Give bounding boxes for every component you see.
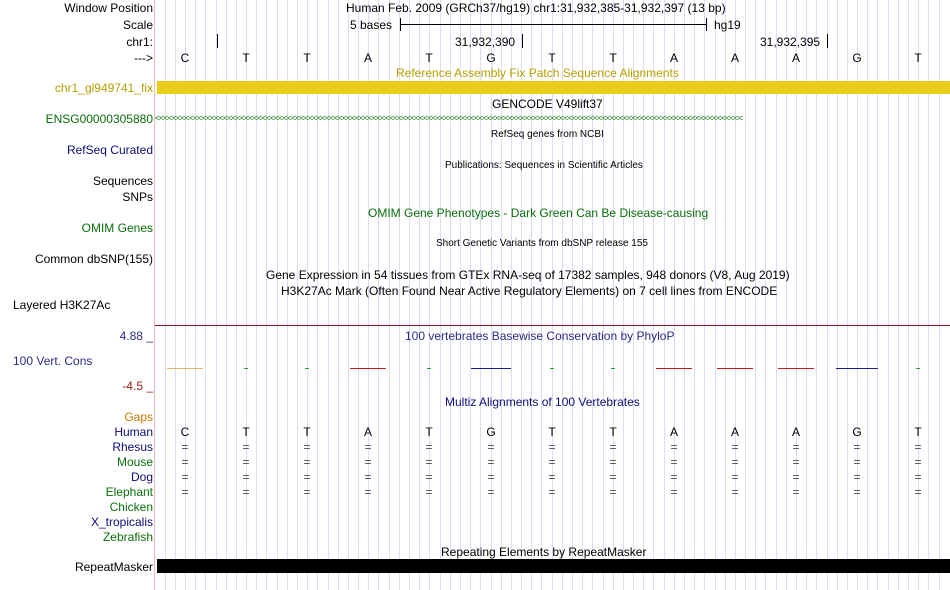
multiz-match-symbol: = bbox=[487, 485, 495, 499]
multiz-match-symbol: = bbox=[303, 485, 311, 499]
ruler-tick-label-2: 31,932,395 bbox=[760, 35, 821, 49]
phylop-score-mark bbox=[550, 368, 554, 369]
multiz-match-symbol: = bbox=[425, 455, 433, 469]
strand-arrow-label: ---> bbox=[134, 51, 153, 65]
multiz-match-symbol: = bbox=[242, 440, 250, 454]
species-label-mouse[interactable]: Mouse bbox=[116, 455, 153, 469]
scale-bar-left-tick bbox=[400, 18, 401, 31]
phylop-track-title: 100 vertebrates Basewise Conservation by PhyloP bbox=[405, 329, 675, 343]
ruler-tick bbox=[827, 34, 828, 48]
ruler-base: T bbox=[303, 51, 311, 65]
multiz-human-base: C bbox=[180, 425, 190, 439]
scale-bar-right-tick bbox=[706, 18, 707, 31]
ruler-base: T bbox=[914, 51, 922, 65]
chrom-label: chr1: bbox=[126, 35, 153, 49]
multiz-match-symbol: = bbox=[364, 455, 372, 469]
scale-assembly: hg19 bbox=[714, 18, 741, 32]
species-label-xtropicalis[interactable]: X_tropicalis bbox=[90, 515, 153, 529]
ruler-tick bbox=[522, 34, 523, 48]
multiz-match-symbol: = bbox=[792, 440, 800, 454]
multiz-match-symbol: = bbox=[853, 470, 861, 484]
dbsnp-track-label[interactable]: Common dbSNP(155) bbox=[34, 252, 153, 266]
multiz-match-symbol: = bbox=[731, 455, 739, 469]
multiz-match-symbol: = bbox=[487, 470, 495, 484]
phylop-score-mark bbox=[244, 368, 248, 369]
phylop-score-mark bbox=[471, 368, 511, 369]
multiz-match-symbol: = bbox=[731, 470, 739, 484]
publications-sequences-label[interactable]: Sequences bbox=[92, 174, 153, 188]
position-text: Human Feb. 2009 (GRCh37/hg19) chr1:31,932,385-31,932,397 (13 bp) bbox=[346, 1, 726, 15]
publications-track-title: Publications: Sequences in Scientific Articles bbox=[445, 160, 643, 171]
multiz-match-symbol: = bbox=[670, 485, 678, 499]
species-label-dog[interactable]: Dog bbox=[130, 470, 153, 484]
scale-bar bbox=[400, 24, 706, 25]
multiz-human-base: G bbox=[486, 425, 496, 439]
multiz-human-base: A bbox=[363, 425, 373, 439]
multiz-match-symbol: = bbox=[303, 470, 311, 484]
multiz-match-symbol: = bbox=[548, 470, 556, 484]
multiz-human-base: T bbox=[548, 425, 556, 439]
multiz-human-base: T bbox=[425, 425, 433, 439]
multiz-human-base: T bbox=[303, 425, 311, 439]
multiz-match-symbol: = bbox=[242, 455, 250, 469]
h3k27ac-track-label[interactable]: Layered H3K27Ac bbox=[13, 298, 111, 312]
multiz-match-symbol: = bbox=[425, 470, 433, 484]
phylop-min-label: -4.5 _ bbox=[122, 379, 153, 393]
multiz-match-symbol: = bbox=[731, 440, 739, 454]
ruler-base: T bbox=[425, 51, 433, 65]
ruler-base: A bbox=[791, 51, 801, 65]
gencode-gene-arrows[interactable]: <<<<<<<<<<<<<<<<<<<<<<<<<<<<<<<<<<<<<<<<<<<<<<<<<<<<<<<<<<<<<<<<<<<<<<<<<<<<<<<<<<<<<<<<<<<<<<<<<<<<<<<<<<<<<<<<<<<<<<<<<<<<<<<<<<<<<<<<<< bbox=[155, 113, 743, 123]
multiz-match-symbol: = bbox=[364, 485, 372, 499]
multiz-human-base: T bbox=[242, 425, 250, 439]
species-label-rhesus[interactable]: Rhesus bbox=[112, 440, 153, 454]
track-data-area[interactable] bbox=[155, 0, 950, 590]
multiz-track-title: Multiz Alignments of 100 Vertebrates bbox=[445, 395, 640, 409]
ruler-tick-label-1: 31,932,390 bbox=[455, 35, 516, 49]
multiz-match-symbol: = bbox=[242, 470, 250, 484]
track-label-column bbox=[0, 0, 153, 590]
multiz-match-symbol: = bbox=[914, 440, 922, 454]
h3k27ac-signal-line[interactable] bbox=[155, 325, 950, 326]
multiz-match-symbol: = bbox=[670, 440, 678, 454]
multiz-human-base: G bbox=[852, 425, 862, 439]
fix-patch-alignment-bar[interactable] bbox=[157, 81, 950, 94]
ruler-base: C bbox=[180, 51, 190, 65]
multiz-match-symbol: = bbox=[792, 455, 800, 469]
multiz-match-symbol: = bbox=[487, 455, 495, 469]
phylop-score-mark bbox=[656, 368, 692, 369]
phylop-score-mark bbox=[916, 368, 920, 369]
phylop-score-mark bbox=[427, 368, 431, 369]
ruler-base: G bbox=[852, 51, 862, 65]
multiz-match-symbol: = bbox=[853, 485, 861, 499]
multiz-match-symbol: = bbox=[425, 485, 433, 499]
ruler-base: T bbox=[548, 51, 556, 65]
multiz-match-symbol: = bbox=[487, 440, 495, 454]
phylop-score-mark bbox=[167, 368, 203, 369]
ruler-tick bbox=[217, 34, 218, 48]
multiz-match-symbol: = bbox=[181, 470, 189, 484]
phylop-max-label: 4.88 _ bbox=[119, 329, 153, 343]
multiz-match-symbol: = bbox=[181, 455, 189, 469]
multiz-match-symbol: = bbox=[303, 455, 311, 469]
ruler-base: G bbox=[486, 51, 496, 65]
multiz-match-symbol: = bbox=[303, 440, 311, 454]
fix-patch-track-title: Reference Assembly Fix Patch Sequence Alignments bbox=[396, 66, 679, 80]
multiz-match-symbol: = bbox=[853, 455, 861, 469]
multiz-match-symbol: = bbox=[731, 485, 739, 499]
multiz-human-base: A bbox=[791, 425, 801, 439]
multiz-match-symbol: = bbox=[364, 440, 372, 454]
multiz-match-symbol: = bbox=[792, 485, 800, 499]
gaps-label[interactable]: Gaps bbox=[124, 410, 153, 424]
h3k27ac-track-title: H3K27Ac Mark (Often Found Near Active Regulatory Elements) on 7 cell lines from ENCODE bbox=[281, 284, 778, 298]
multiz-match-symbol: = bbox=[914, 485, 922, 499]
multiz-match-symbol: = bbox=[853, 440, 861, 454]
gencode-item-label[interactable]: ENSG00000305880 bbox=[45, 112, 153, 126]
species-label-chicken[interactable]: Chicken bbox=[109, 500, 153, 514]
phylop-score-mark bbox=[717, 368, 753, 369]
species-label-elephant[interactable]: Elephant bbox=[105, 485, 153, 499]
multiz-match-symbol: = bbox=[548, 440, 556, 454]
phylop-score-mark bbox=[836, 368, 878, 369]
multiz-match-symbol: = bbox=[914, 455, 922, 469]
multiz-match-symbol: = bbox=[425, 440, 433, 454]
multiz-human-base: A bbox=[669, 425, 679, 439]
ruler-base: A bbox=[669, 51, 679, 65]
multiz-match-symbol: = bbox=[242, 485, 250, 499]
fix-patch-track-label[interactable]: chr1_gl949741_fix bbox=[54, 81, 153, 95]
ruler-base: A bbox=[363, 51, 373, 65]
scale-label: Scale bbox=[122, 18, 153, 32]
multiz-match-symbol: = bbox=[792, 470, 800, 484]
omim-track-label[interactable]: OMIM Genes bbox=[81, 221, 153, 235]
multiz-match-symbol: = bbox=[670, 470, 678, 484]
multiz-match-symbol: = bbox=[548, 455, 556, 469]
dbsnp-track-title: Short Genetic Variants from dbSNP release 155 bbox=[436, 238, 648, 249]
multiz-match-symbol: = bbox=[181, 485, 189, 499]
window-position-label: Window Position bbox=[64, 1, 153, 15]
species-label-human[interactable]: Human bbox=[114, 425, 153, 439]
multiz-match-symbol: = bbox=[181, 440, 189, 454]
publications-snps-label[interactable]: SNPs bbox=[122, 190, 153, 204]
multiz-match-symbol: = bbox=[670, 455, 678, 469]
phylop-track-label[interactable]: 100 Vert. Cons bbox=[13, 354, 93, 368]
phylop-score-mark bbox=[611, 368, 615, 369]
multiz-match-symbol: = bbox=[548, 485, 556, 499]
gencode-track-title: GENCODE V49lift37 bbox=[492, 97, 603, 111]
omim-track-title: OMIM Gene Phenotypes - Dark Green Can Be Disease-causing bbox=[368, 206, 709, 220]
ruler-base: T bbox=[242, 51, 250, 65]
multiz-human-base: A bbox=[730, 425, 740, 439]
repeatmasker-element-bar[interactable] bbox=[157, 559, 950, 573]
refseq-track-title: RefSeq genes from NCBI bbox=[491, 129, 604, 140]
multiz-match-symbol: = bbox=[609, 440, 617, 454]
multiz-match-symbol: = bbox=[914, 470, 922, 484]
repeatmasker-track-label[interactable]: RepeatMasker bbox=[74, 560, 153, 574]
multiz-human-base: T bbox=[609, 425, 617, 439]
phylop-score-mark bbox=[350, 368, 386, 369]
multiz-match-symbol: = bbox=[364, 470, 372, 484]
species-label-zebrafish[interactable]: Zebrafish bbox=[102, 530, 153, 544]
phylop-score-mark bbox=[305, 368, 309, 369]
repeatmasker-track-title: Repeating Elements by RepeatMasker bbox=[441, 545, 647, 559]
multiz-match-symbol: = bbox=[609, 470, 617, 484]
ruler-base: A bbox=[730, 51, 740, 65]
refseq-track-label[interactable]: RefSeq Curated bbox=[66, 143, 153, 157]
phylop-score-mark bbox=[778, 368, 814, 369]
scale-text: 5 bases bbox=[350, 18, 393, 32]
gtex-track-title: Gene Expression in 54 tissues from GTEx RNA-seq of 17382 samples, 948 donors (V8, Aug 2019) bbox=[266, 268, 790, 282]
multiz-match-symbol: = bbox=[609, 455, 617, 469]
multiz-human-base: T bbox=[914, 425, 922, 439]
multiz-match-symbol: = bbox=[609, 485, 617, 499]
ruler-base: T bbox=[609, 51, 617, 65]
